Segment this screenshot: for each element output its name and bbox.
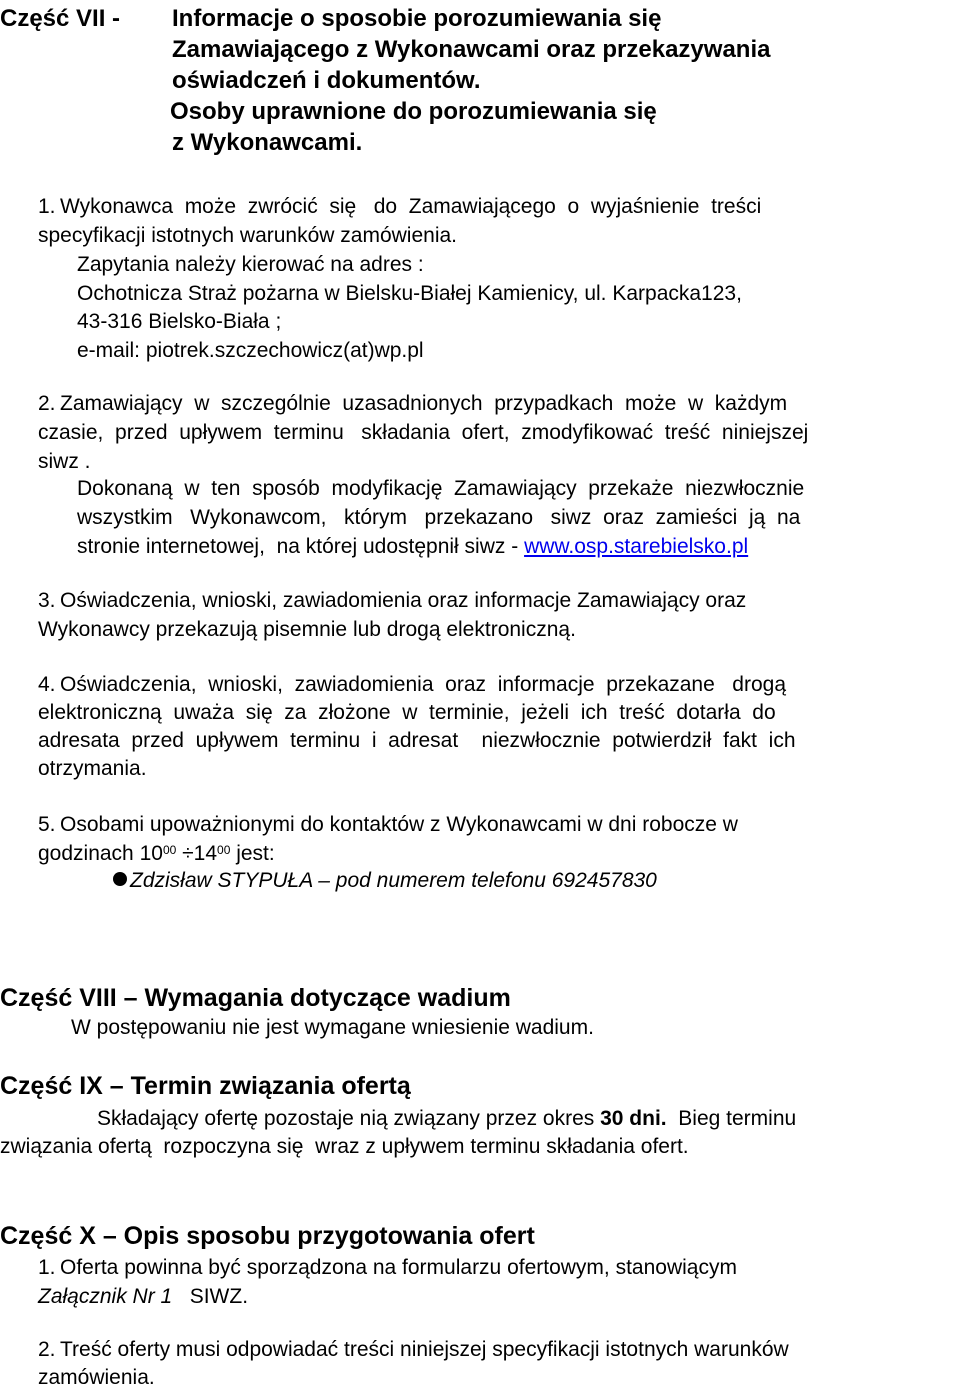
hours-sup-start: 00 [162, 843, 177, 857]
part7-title-line: z Wykonawcami. [172, 129, 363, 156]
part10-item1-text: Oferta powinna być sporządzona na formularzu ofertowym, stanowiącym [60, 1256, 737, 1279]
part10-item1-number: 1. [38, 1256, 56, 1279]
item4-line: otrzymania. [38, 757, 147, 780]
part7-label: Część VII - [0, 5, 121, 32]
item4-line: adresata przed upływem terminu i adresat niezwłocznie potwierdził fakt ich [38, 729, 796, 752]
item2-number: 2. [38, 392, 56, 415]
item1-line: specyfikacji istotnych warunków zamówienia. [38, 224, 458, 247]
item3-number: 3. [38, 589, 56, 612]
item2-last-text: stronie internetowej, na której udostępnił siwz - [77, 535, 525, 558]
item1-number: 1. [38, 195, 56, 218]
part8-text: W postępowaniu nie jest wymagane wniesienie wadium. [71, 1016, 594, 1039]
item4-line: elektroniczną uważa się za złożone w terminie, jeżeli ich treść dotarła do [38, 701, 776, 724]
part9-text-suffix: Bieg terminu [666, 1107, 797, 1130]
hours-separator: ÷14 [176, 842, 218, 865]
part7-title-line: Osoby uprawnione do porozumiewania się [170, 98, 657, 125]
part9-title: Część IX – Termin związania ofertą [0, 1072, 411, 1100]
address-line: Ochotnicza Straż pożarna w Bielsku-Białej Kamienicy, ul. Karpacka123, [77, 281, 742, 305]
hours-suffix: jest: [230, 842, 275, 865]
website-link[interactable]: www.osp.starebielsko.pl [524, 535, 749, 558]
part9-period: 30 dni. [600, 1107, 667, 1130]
part8-title: Część VIII – Wymagania dotyczące wadium [0, 984, 511, 1012]
item3-line: Oświadczenia, wnioski, zawiadomienia oraz informacje Zamawiający oraz [60, 589, 747, 612]
item2-line: siwz . [38, 450, 91, 473]
part7-title-line: Informacje o sposobie porozumiewania się [172, 5, 662, 32]
part10-title: Część X – Opis sposobu przygotowania ofert [0, 1222, 535, 1250]
item2-extra-line: Dokonaną w ten sposób modyfikację Zamawiający przekaże niezwłocznie [77, 477, 805, 500]
item2-last-line [77, 533, 748, 562]
contact-text: Zdzisław STYPUŁA – pod numerem telefonu 692457830 [130, 869, 657, 892]
part7-title-line: oświadczeń i dokumentów. [172, 67, 481, 94]
part9-text: Składający ofertę pozostaje nią związany przez okres [97, 1107, 601, 1130]
part10-item2-text: Treść oferty musi odpowiadać treści niniejszej specyfikacji istotnych warunków [60, 1338, 789, 1361]
item3-line: Wykonawcy przekazują pisemnie lub drogą elektroniczną. [38, 618, 576, 641]
address-line: 43-316 Bielsko-Biała ; [77, 310, 282, 333]
attachment-reference: Załącznik Nr 1 [38, 1285, 173, 1308]
address-email: e-mail: piotrek.szczechowicz(at)wp.pl [77, 338, 424, 362]
item2-extra-line: wszystkim Wykonawcom, którym przekazano siwz oraz zamieści ją na [77, 506, 801, 529]
item1-line: Wykonawca może zwrócić się do Zamawiającego o wyjaśnienie treści [60, 195, 762, 218]
item2-line: czasie, przed upływem terminu składania ofert, zmodyfikować treść niniejszej [38, 421, 809, 444]
part10-item2-cont: zamówienia. [38, 1366, 155, 1389]
item1-address [77, 251, 742, 365]
item5-number: 5. [38, 813, 56, 836]
item2-line: Zamawiający w szczególnie uzasadnionych przypadkach może w każdym [60, 392, 788, 415]
hours-prefix: godzinach 10 [38, 842, 163, 865]
item4-line: Oświadczenia, wnioski, zawiadomienia oraz informacje przekazane drogą [60, 673, 787, 696]
hours-sup-end: 00 [217, 843, 231, 857]
address-line: Zapytania należy kierować na adres : [77, 253, 424, 276]
contact-line [113, 867, 657, 896]
item5-hours [38, 840, 275, 869]
item4-number: 4. [38, 673, 56, 696]
siwz-label: SIWZ. [172, 1285, 249, 1308]
part9-line [97, 1105, 796, 1134]
part7-title [172, 3, 770, 158]
part10-item1-cont [38, 1283, 248, 1312]
item5-line: Osobami upoważnionymi do kontaktów z Wykonawcami w dni robocze w [60, 813, 738, 836]
part10-item2-number: 2. [38, 1338, 56, 1361]
bullet-icon [113, 872, 127, 886]
part7-title-line: Zamawiającego z Wykonawcami oraz przekazywania [172, 36, 771, 63]
part9-line: związania ofertą rozpoczyna się wraz z upływem terminu składania ofert. [0, 1135, 689, 1158]
